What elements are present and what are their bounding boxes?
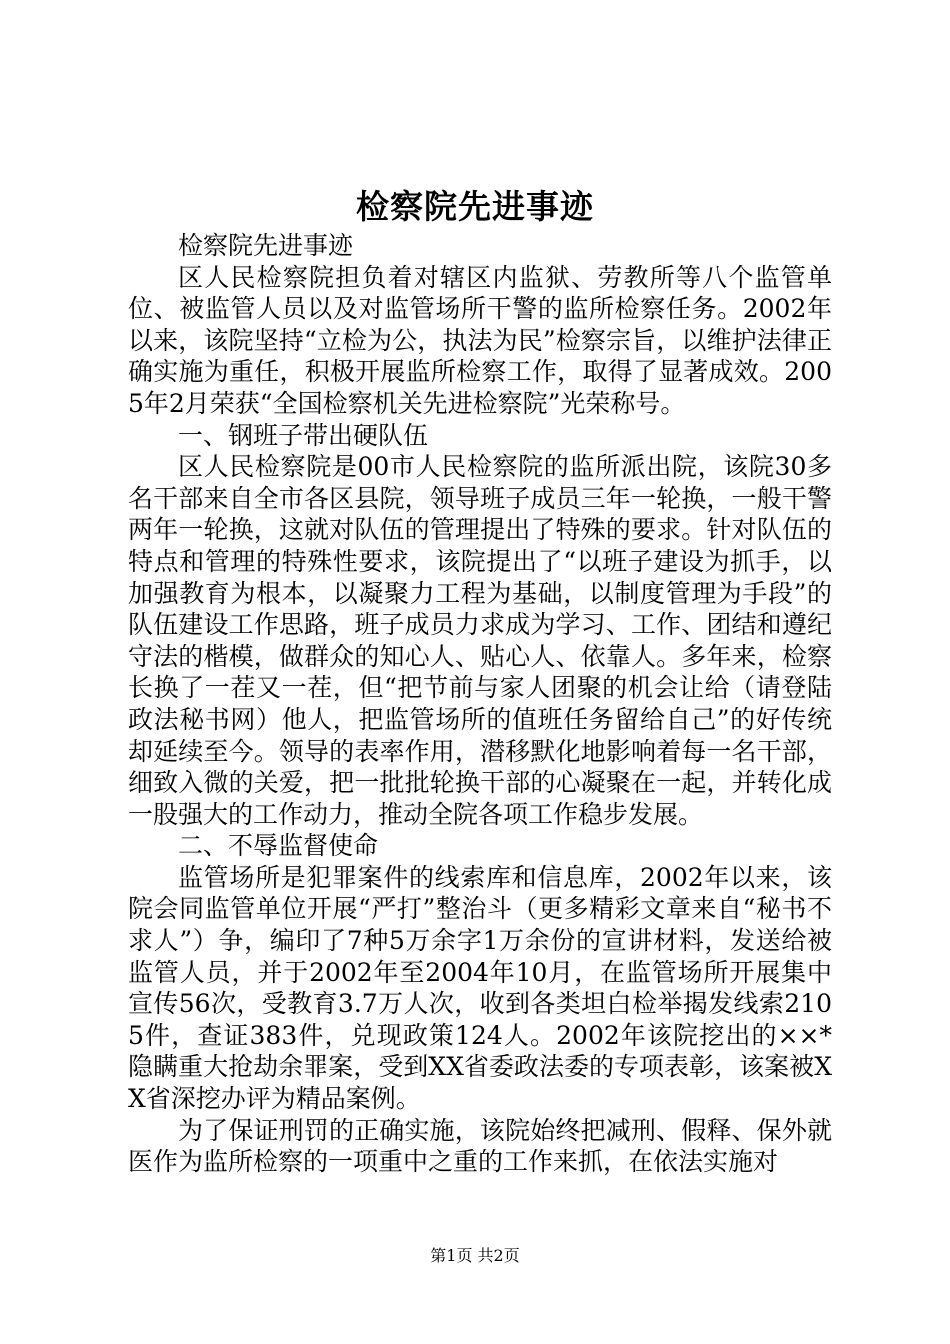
document-body: [128, 230, 832, 1178]
paragraph-intro: 区人民检察院担负着对辖区内监狱、劳教所等八个监管单位、被监管人员以及对监管场所干警的监所检察任务。2002年以来，该院坚持“立检为公，执法为民”检察宗旨，以维护法律正确实施为重任，积极开展监所检察工作，取得了显著成效。2005年2月荣获“全国检察机关先进检察院”光荣称号。: [128, 262, 832, 418]
section-heading-2: 二、不辱监督使命: [178, 831, 379, 861]
paragraph-subtitle: 检察院先进事迹: [178, 231, 354, 260]
paragraph-sentence-execution: 为了保证刑罚的正确实施，该院始终把减刑、假释、保外就医作为监所检察的一项重中之重的工作来抓，在依法实施对: [128, 1115, 832, 1177]
paragraph-supervision: 监管场所是犯罪案件的线索库和信息库，2002年以来，该院会同监管单位开展“严打”整治斗（更多精彩文章来自“秘书不求人”）争，编印了7种5万余字1万余份的宣讲材料，发送给被监管人员，并于2002年至2004年10月，在监管场所开展集中宣传56次，受教育3.7万人次，收到各类坦白检举揭发线索2105件，查证383件，兑现政策124人。2002年该院挖出的××*隐瞒重大抢劫余罪案，受到XX省委政法委的专项表彰，该案被XX省深挖办评为精品案例。: [128, 862, 832, 1114]
page-footer: 第1页 共2页: [430, 1246, 520, 1265]
document-title: 检察院先进事迹: [356, 187, 594, 226]
paragraph-team-building: 区人民检察院是00市人民检察院的监所派出院，该院30多名干部来自全市各区县院，领导班子成员三年一轮换，一般干警两年一轮换，这就对队伍的管理提出了特殊的要求。针对队伍的特点和管理的特殊性要求，该院提出了“以班子建设为抓手，以加强教育为根本，以凝聚力工程为基础，以制度管理为手段”的队伍建设工作思路，班子成员力求成为学习、工作、团结和遵纪守法的楷模，做群众的知心人、贴心人、依靠人。多年来，检察长换了一茬又一茬，但“把节前与家人团聚的机会让给（请登陆政法秘书网）他人，把监管场所的值班任务留给自己”的好传统却延续至今。领导的表率作用，潜移默化地影响着每一名干部，细致入微的关爱，把一批批轮换干部的心凝聚在一起，并转化成一股强大的工作动力，推动全院各项工作稳步发展。: [128, 452, 832, 829]
section-heading-1: 一、钢班子带出硬队伍: [178, 420, 429, 450]
